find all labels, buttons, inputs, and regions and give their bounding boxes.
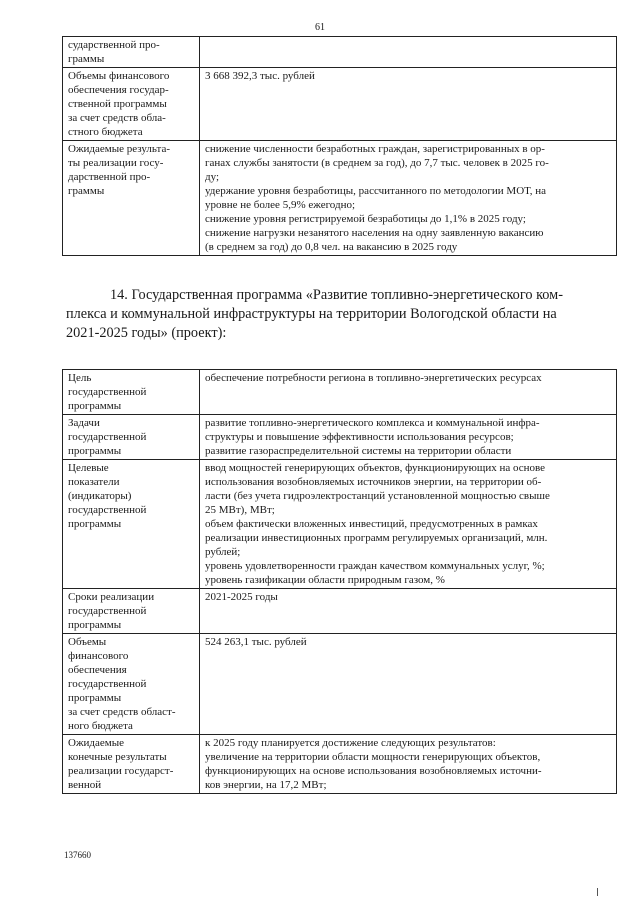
label-line: конечные результаты	[68, 751, 167, 763]
scan-mark	[597, 888, 598, 896]
label-line: (индикаторы)	[68, 490, 132, 502]
label-line: Целевые	[68, 462, 109, 474]
value-line: 3 668 392,3 тыс. рублей	[205, 70, 315, 82]
label-line: ственной программы	[68, 98, 167, 110]
row-value-cell	[200, 37, 617, 68]
row-label-cell	[63, 460, 200, 589]
row-value-cell	[200, 589, 617, 634]
label-line: государственной	[68, 386, 147, 398]
value-line: уровень газификации области природным газом, %	[205, 574, 445, 586]
value-line: ласти (без учета гидроэлектростанций установленной мощностью свыше	[205, 490, 550, 502]
value-line: использования возобновляемых источников энергии, на территории об-	[205, 476, 542, 488]
label-line: программы	[68, 518, 122, 530]
row-value-cell	[200, 68, 617, 141]
table-row	[63, 415, 617, 460]
value-line: ков энергии, на 17,2 МВт;	[205, 779, 327, 791]
row-label-cell	[63, 735, 200, 794]
value-line: обеспечение потребности региона в топливно-энергетических ресурсах	[205, 372, 542, 384]
table-row	[63, 460, 617, 589]
label-line: обеспечения	[68, 664, 127, 676]
value-line: (в среднем за год) до 0,8 чел. на вакансию в 2025 году	[205, 241, 458, 253]
label-line: граммы	[68, 185, 105, 197]
label-line: обеспечения государ-	[68, 84, 169, 96]
label-line: Объемы финансового	[68, 70, 170, 82]
label-line: государственной	[68, 605, 147, 617]
value-line: объем фактически вложенных инвестиций, предусмотренных в рамках	[205, 518, 538, 530]
label-line: показатели	[68, 476, 120, 488]
label-line: реализации государст-	[68, 765, 174, 777]
section-heading	[66, 286, 626, 343]
row-label-cell	[63, 370, 200, 415]
label-line: сударственной про-	[68, 39, 160, 51]
label-line: государственной	[68, 431, 147, 443]
row-label-cell	[63, 634, 200, 735]
value-line: снижение уровня регистрируемой безработицы до 1,1% в 2025 году;	[205, 213, 526, 225]
row-value-cell	[200, 460, 617, 589]
label-line: Ожидаемые	[68, 737, 125, 749]
value-line: снижение численности безработных граждан, зарегистрированных в ор-	[205, 143, 545, 155]
label-line: Сроки реализации	[68, 591, 155, 603]
label-line: граммы	[68, 53, 105, 65]
label-line: государственной	[68, 504, 147, 516]
value-line: развитие газораспределительной системы на территории области	[205, 445, 512, 457]
label-line: финансового	[68, 650, 129, 662]
row-value-cell	[200, 370, 617, 415]
value-line: ввод мощностей генерирующих объектов, функционирующих на основе	[205, 462, 546, 474]
value-line: уровне не более 5,9% ежегодно;	[205, 199, 356, 211]
table-body	[63, 370, 617, 794]
value-line: функционирующих на основе использования возобновляемых источни-	[205, 765, 542, 777]
program-table-continued	[62, 36, 617, 256]
label-line: Задачи	[68, 417, 100, 429]
value-line: к 2025 году планируется достижение следующих результатов:	[205, 737, 496, 749]
value-line: удержание уровня безработицы, рассчитанного по методологии МОТ, на	[205, 185, 547, 197]
heading-line: плекса и коммунальной инфраструктуры на территории Вологодской области на	[66, 306, 557, 322]
value-line: 2021-2025 годы	[205, 591, 278, 603]
table-row	[63, 370, 617, 415]
row-value-cell	[200, 735, 617, 794]
label-line: стного бюджета	[68, 126, 143, 138]
row-value-cell	[200, 141, 617, 256]
label-line: программы	[68, 400, 122, 412]
row-label-cell	[63, 589, 200, 634]
row-label-cell	[63, 141, 200, 256]
page-number: 61	[315, 22, 325, 33]
label-line: Ожидаемые результа-	[68, 143, 170, 155]
row-label-cell	[63, 415, 200, 460]
table-row	[63, 141, 617, 256]
label-line: Объемы	[68, 636, 107, 648]
row-label-cell	[63, 68, 200, 141]
value-line: реализации инвестиционных программ регулируемых организаций, млн.	[205, 532, 548, 544]
label-line: Цель	[68, 372, 92, 384]
table-row	[63, 37, 617, 68]
document-code: 137660	[64, 850, 91, 860]
value-line: снижение нагрузки незанятого населения на одну заявленную вакансию	[205, 227, 544, 239]
value-line: структуры и повышение эффективности использования ресурсов;	[205, 431, 514, 443]
value-line: ганах службы занятости (в среднем за год), до 7,7 тыс. человек в 2025 го-	[205, 157, 549, 169]
label-line: программы	[68, 692, 122, 704]
label-line: за счет средств обла-	[68, 112, 166, 124]
table-row	[63, 634, 617, 735]
label-line: ты реализации госу-	[68, 157, 164, 169]
table-row	[63, 589, 617, 634]
table-row	[63, 735, 617, 794]
heading-line: 2021-2025 годы» (проект):	[66, 325, 227, 341]
value-line: 25 МВт), МВт;	[205, 504, 275, 516]
row-value-cell	[200, 415, 617, 460]
row-label-cell	[63, 37, 200, 68]
value-line: развитие топливно-энергетического комплекса и коммунальной инфра-	[205, 417, 540, 429]
value-line: рублей;	[205, 546, 241, 558]
table-body	[63, 37, 617, 256]
heading-line: 14. Государственная программа «Развитие топливно-энергетического ком-	[110, 287, 563, 303]
label-line: государственной	[68, 678, 147, 690]
value-line: ду;	[205, 171, 220, 183]
value-line: уровень удовлетворенности граждан качеством коммунальных услуг, %;	[205, 560, 545, 572]
label-line: ного бюджета	[68, 720, 133, 732]
label-line: программы	[68, 445, 122, 457]
value-line: увеличение на территории области мощности генерирующих объектов,	[205, 751, 541, 763]
table-row	[63, 68, 617, 141]
label-line: программы	[68, 619, 122, 631]
row-value-cell	[200, 634, 617, 735]
label-line: венной	[68, 779, 102, 791]
program-passport-table	[62, 369, 617, 794]
label-line: дарственной про-	[68, 171, 151, 183]
value-line: 524 263,1 тыс. рублей	[205, 636, 307, 648]
label-line: за счет средств област-	[68, 706, 176, 718]
